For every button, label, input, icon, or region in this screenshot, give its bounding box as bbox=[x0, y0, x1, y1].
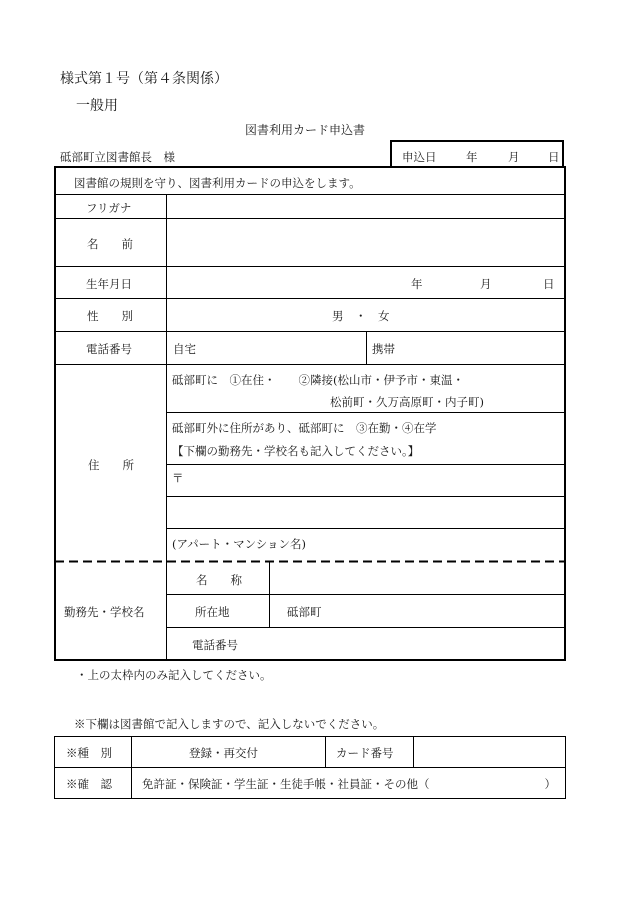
addressee: 砥部町立図書館長 様 bbox=[60, 150, 175, 164]
application-date-label: 申込日 bbox=[402, 150, 437, 164]
workplace-phone-label: 電話番号 bbox=[192, 638, 238, 652]
application-year[interactable]: 年 bbox=[466, 150, 478, 164]
workplace-name-label: 名 称 bbox=[196, 573, 242, 587]
office-confirm-options: 免許証・保険証・学生証・生徒手帳・社員証・その他（ ） bbox=[142, 777, 556, 791]
form-category: 一般用 bbox=[76, 98, 118, 114]
address-outside-options[interactable]: 砥部町外に住所があり、砥部町に ③在勤・④在学 bbox=[172, 421, 437, 435]
intro-text: 図書館の規則を守り、図書利用カードの申込をします。 bbox=[74, 176, 361, 190]
birth-year[interactable]: 年 bbox=[411, 277, 423, 291]
furigana-label: フリガナ bbox=[86, 201, 132, 215]
home-phone-label: 自宅 bbox=[173, 342, 196, 356]
workplace-location-label: 所在地 bbox=[195, 605, 230, 619]
page-title: 図書利用カード申込書 bbox=[245, 123, 366, 137]
office-confirm-label: ※確 認 bbox=[66, 777, 112, 791]
office-type-label: ※種 別 bbox=[66, 746, 112, 760]
address-neighbor-towns: 松前町・久万高原町・内子町) bbox=[330, 395, 484, 409]
name-label: 名 前 bbox=[87, 237, 133, 251]
office-type-value: 登録・再交付 bbox=[189, 746, 258, 760]
application-month[interactable]: 月 bbox=[508, 150, 520, 164]
postal-mark: 〒 bbox=[172, 471, 184, 485]
birth-month[interactable]: 月 bbox=[480, 277, 492, 291]
application-day[interactable]: 日 bbox=[548, 150, 560, 164]
card-number-label: カード番号 bbox=[336, 746, 394, 760]
sex-options[interactable]: 男 ・ 女 bbox=[332, 309, 390, 323]
workplace-location-value[interactable]: 砥部町 bbox=[287, 605, 322, 619]
address-label: 住 所 bbox=[88, 458, 134, 472]
birth-day[interactable]: 日 bbox=[543, 277, 555, 291]
office-section-note: ※下欄は図書館で記入しますので、記入しないでください。 bbox=[74, 717, 385, 731]
address-residence-options[interactable]: 砥部町に ①在住・ ②隣接(松山市・伊予市・東温・ bbox=[172, 373, 464, 387]
phone-label: 電話番号 bbox=[86, 342, 132, 356]
form-number: 様式第１号（第４条関係） bbox=[60, 71, 228, 87]
form-note: ・上の太枠内のみ記入してください。 bbox=[76, 668, 272, 682]
apartment-label: (アパート・マンション名) bbox=[172, 537, 307, 551]
address-instruction: 【下欄の勤務先・学校名も記入してください。】 bbox=[172, 444, 420, 458]
workplace-label: 勤務先・学校名 bbox=[64, 605, 145, 619]
sex-label: 性 別 bbox=[87, 309, 133, 323]
mobile-phone-label: 携帯 bbox=[372, 342, 395, 356]
card-number-field[interactable] bbox=[414, 738, 564, 766]
birthdate-label: 生年月日 bbox=[86, 277, 132, 291]
